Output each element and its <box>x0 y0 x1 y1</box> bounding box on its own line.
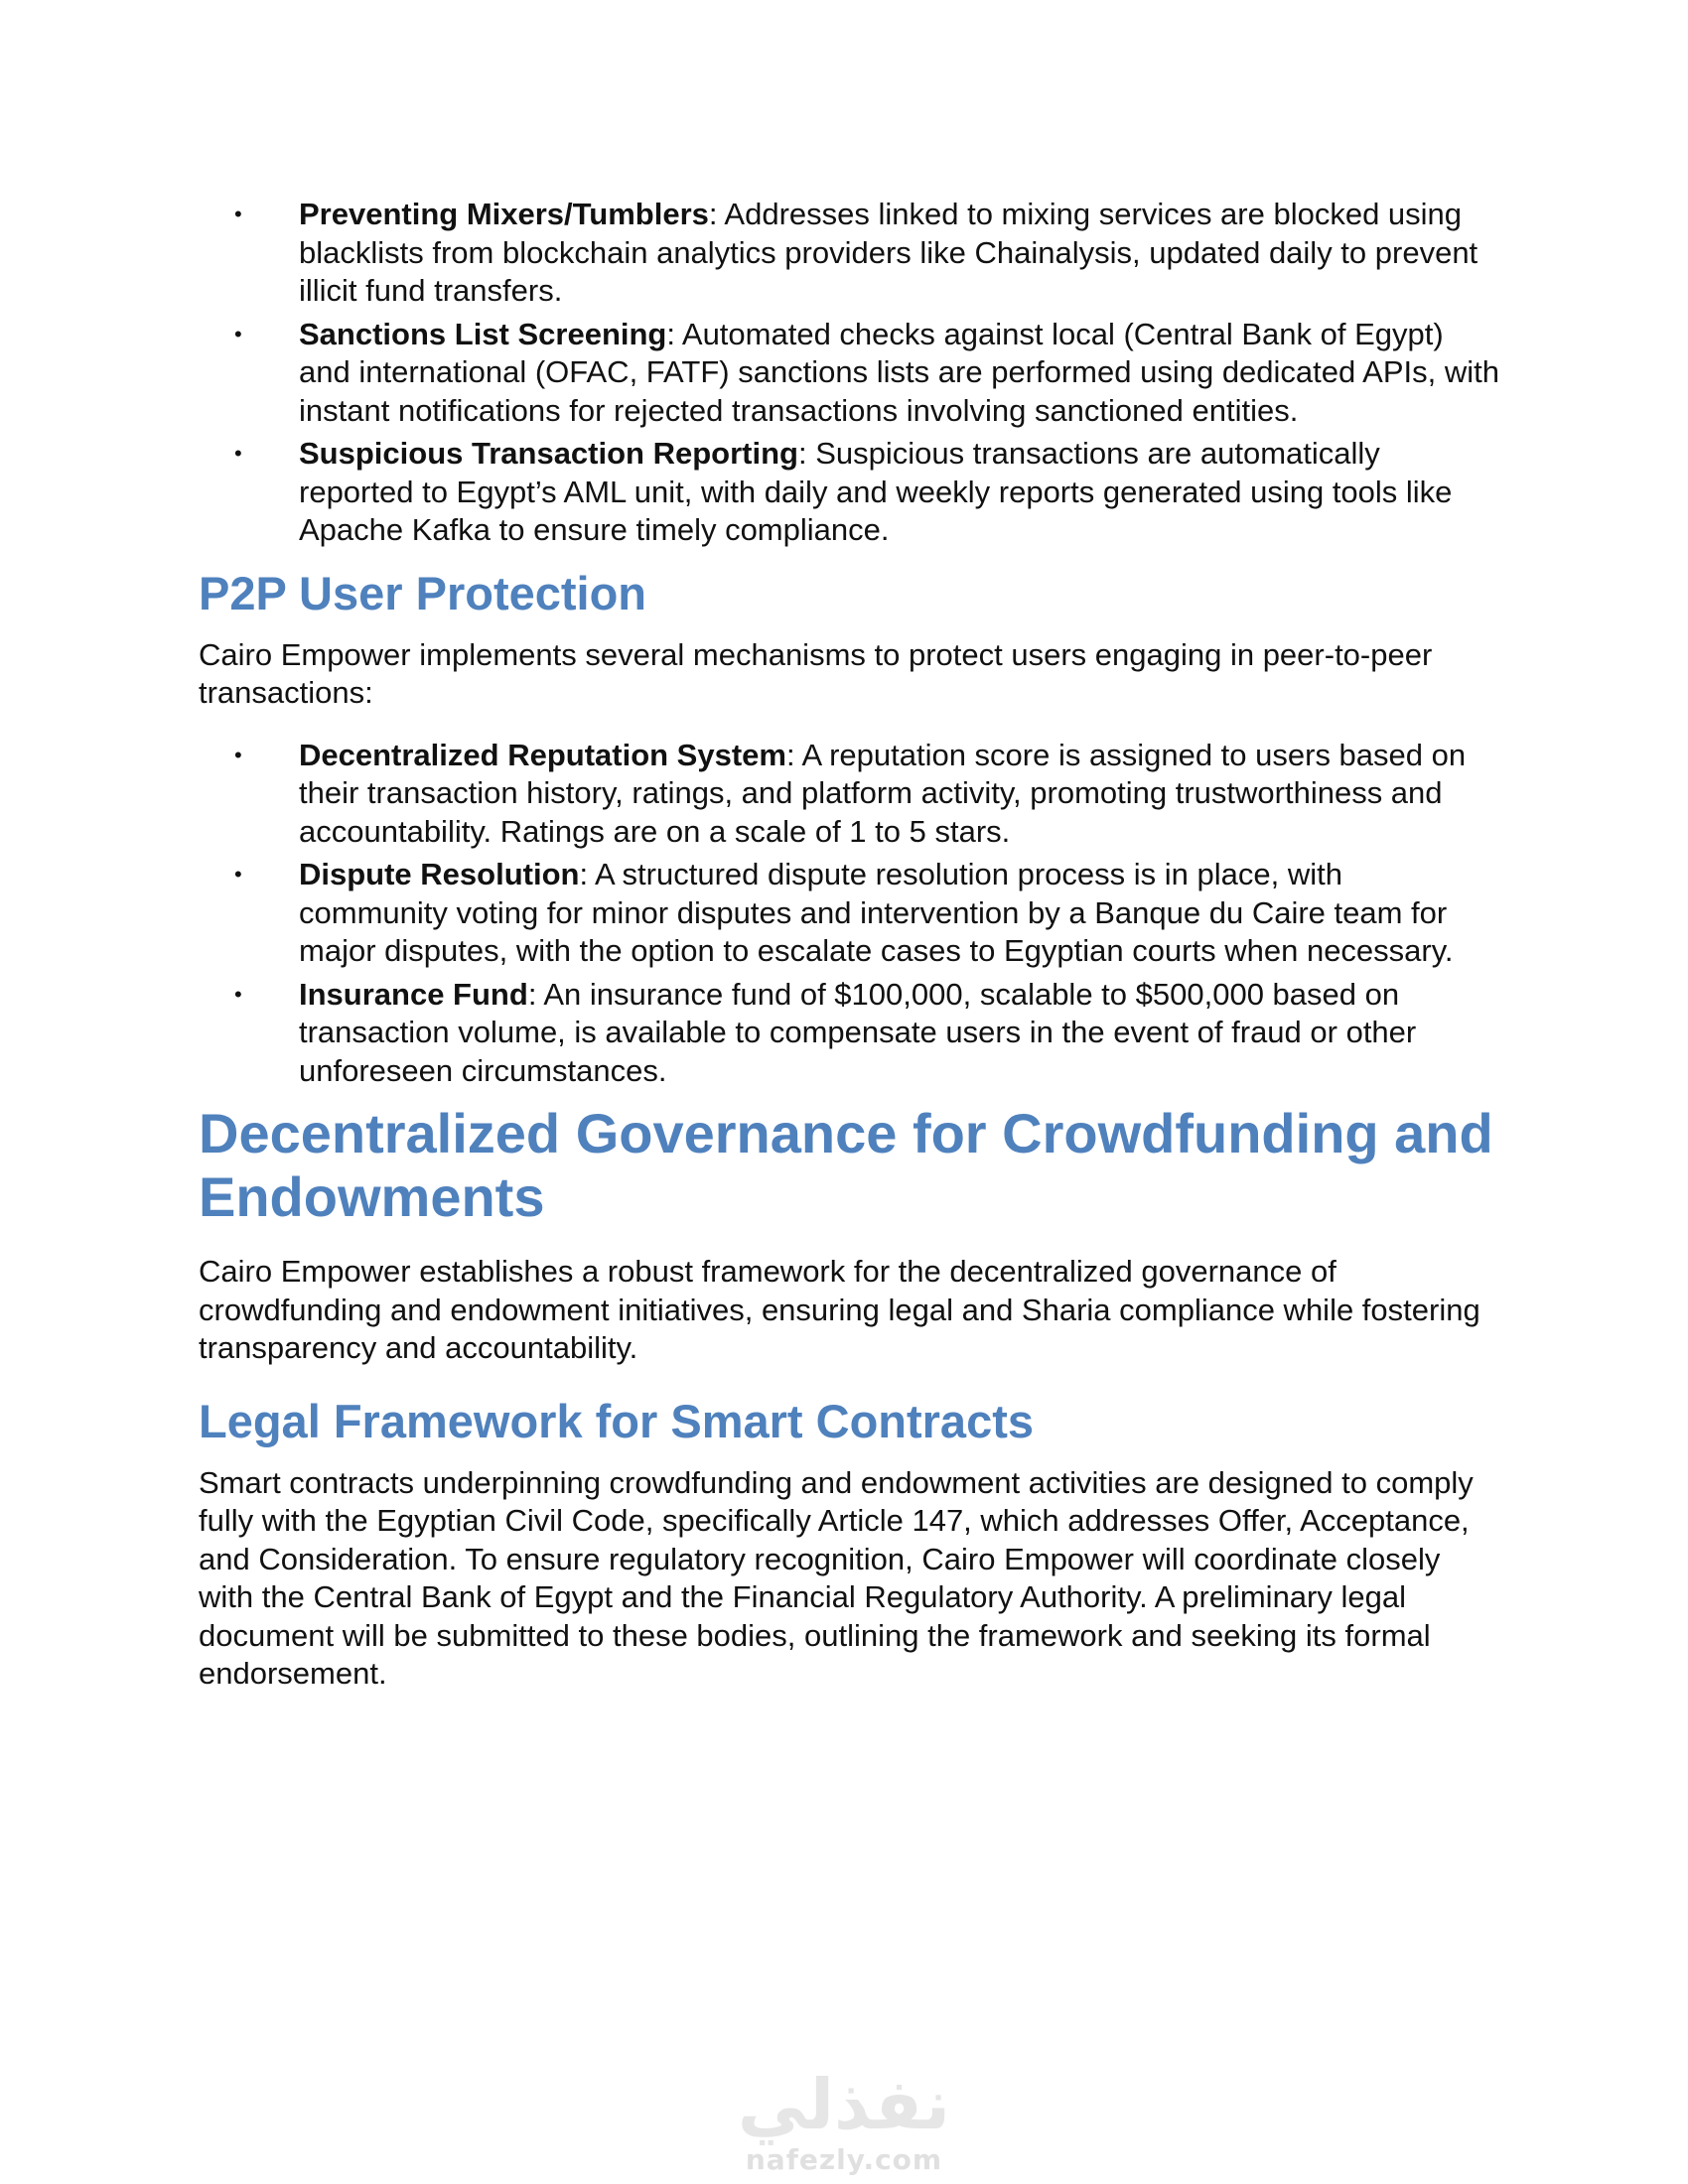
p2p-intro: Cairo Empower implements several mechanisms to protect users engaging in peer-to-peer transactions: <box>199 636 1433 710</box>
p2p-heading: P2P User Protection <box>199 566 647 619</box>
watermark-logo: نفذلي <box>737 2064 951 2145</box>
bullet-icon: • <box>234 441 242 466</box>
bullet-icon: • <box>234 202 242 226</box>
watermark <box>0 2065 1688 2176</box>
bullet-icon: • <box>234 321 242 346</box>
list-item <box>199 737 1499 852</box>
bullet-text: : Suspicious transactions are automatically reported to Egypt’s AML unit, with daily and weekly reports generated using tools like Apache Kafka to ensure timely compliance. <box>299 436 1453 547</box>
compliance-bullet-list <box>199 196 1499 550</box>
legal-body: Smart contracts underpinning crowdfunding and endowment activities are designed to comply fully with the Egyptian Civil Code, specifically Article 147, which addresses Offer, Acceptance, and Consideration. To ensure regulatory recognition, Cairo Empower will coordinate closely with the Central Bank of Egypt and the Financial Regulatory Authority. A preliminary legal document will be submitted to these bodies, outlining the framework and seeking its formal endorsement. <box>199 1464 1474 1691</box>
list-item <box>199 435 1499 550</box>
bullet-text: : Automated checks against local (Central Bank of Egypt) and international (OFAC, FATF) sanctions lists are performed using dedicated APIs, with instant notifications for rejected transactions involving sanctioned entities. <box>299 316 1499 428</box>
watermark-url: nafezly.com <box>745 2143 943 2176</box>
bullet-icon: • <box>234 862 242 887</box>
bullet-term: Sanctions List Screening <box>299 316 667 351</box>
list-item <box>199 196 1499 311</box>
bullet-term: Decentralized Reputation System <box>299 737 786 772</box>
governance-heading: Decentralized Governance for Crowdfunding and Endowments <box>199 1102 1493 1228</box>
bullet-text: : A structured dispute resolution process is in place, with community voting for minor disputes and intervention by a Banque du Caire team for major disputes, with the option to escalate cases to Egyptian courts when necessary. <box>299 857 1454 968</box>
bullet-term: Insurance Fund <box>299 976 528 1012</box>
p2p-bullet-list <box>199 737 1499 1091</box>
list-item <box>199 976 1499 1091</box>
bullet-term: Suspicious Transaction Reporting <box>299 436 798 471</box>
bullet-text: : A reputation score is assigned to users based on their transaction history, ratings, and platform activity, promoting trustworthiness and accountability. Ratings are on a scale of 1 to 5 stars. <box>299 737 1467 849</box>
bullet-icon: • <box>234 981 242 1007</box>
document-page <box>199 196 1499 1694</box>
list-item <box>199 316 1499 431</box>
list-item <box>199 856 1499 971</box>
bullet-text: : Addresses linked to mixing services are blocked using blacklists from blockchain analytics providers like Chainalysis, updated daily to prevent illicit fund transfers. <box>299 197 1478 308</box>
bullet-term: Dispute Resolution <box>299 857 580 891</box>
bullet-text: : An insurance fund of $100,000, scalable to $500,000 based on transaction volume, is available to compensate users in the event of fraud or other unforeseen circumstances. <box>299 976 1417 1088</box>
bullet-term: Preventing Mixers/Tumblers <box>299 197 709 231</box>
bullet-icon: • <box>234 742 242 767</box>
legal-heading: Legal Framework for Smart Contracts <box>199 1394 1034 1447</box>
governance-intro: Cairo Empower establishes a robust framework for the decentralized governance of crowdfunding and endowment initiatives, ensuring legal and Sharia compliance while fostering transparency and accountability. <box>199 1254 1480 1365</box>
